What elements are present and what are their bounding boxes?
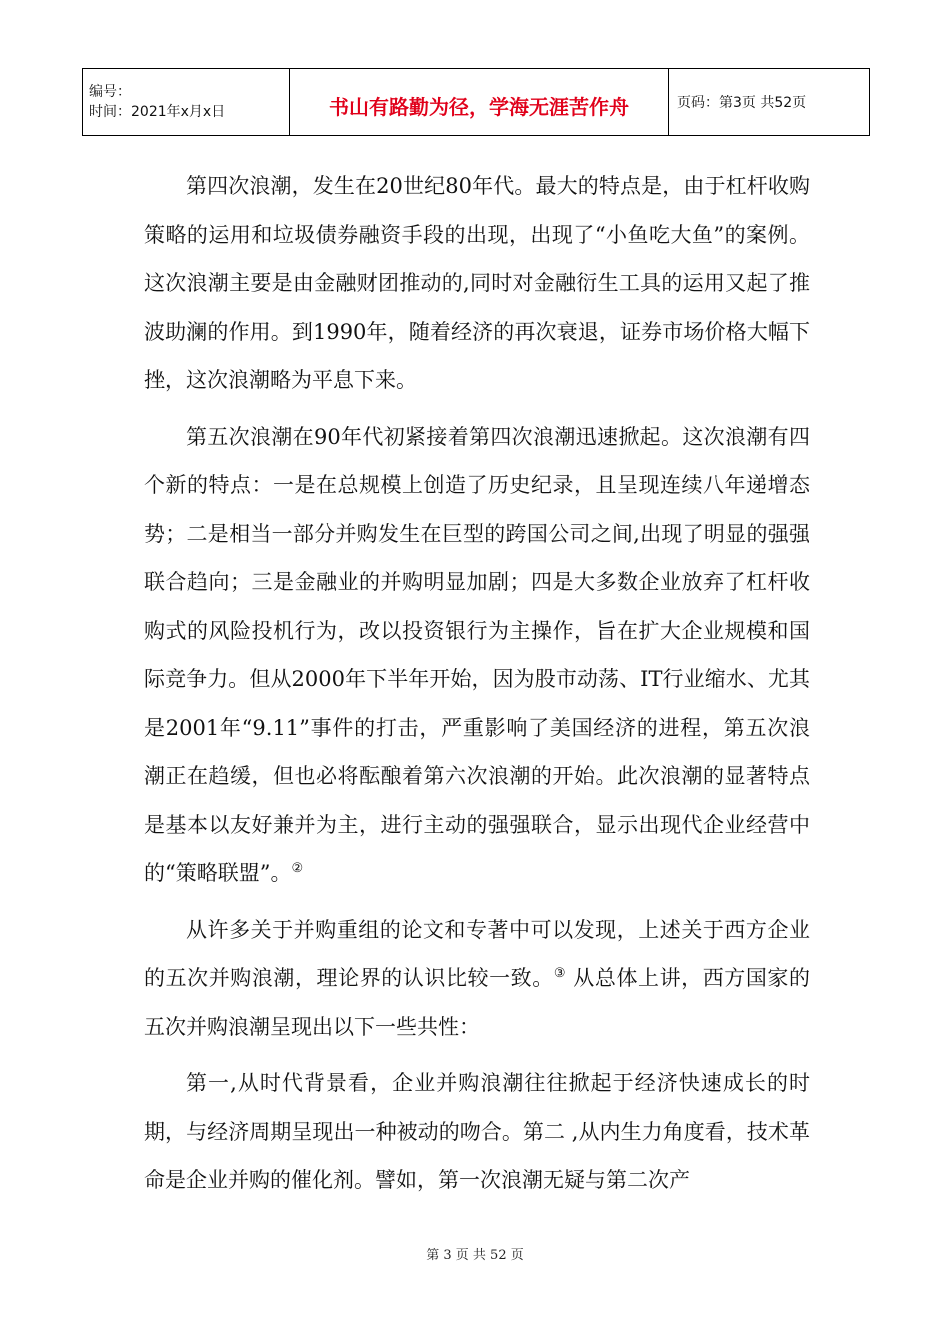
document-number-label: 编号： <box>89 84 131 100</box>
paragraph-text: 从总体上讲，西方国家的五次并购浪潮呈现出以下一些共性： <box>144 966 811 1039</box>
document-time-label: 时间：2021年x月x日 <box>89 104 226 120</box>
page-header <box>82 68 870 136</box>
paragraph-fifth-wave <box>144 413 810 898</box>
footnote-marker[interactable]: ③ <box>553 966 567 981</box>
paragraph-text: 第四次浪潮，发生在20世纪80年代。最大的特点是，由于杠杆收购策略的运用和垃圾债券融资手段的出现，出现了“小鱼吃大鱼”的案例。这次浪潮主要是由金融财团推动的,同时对金融衍生工具的运用又起了推波助澜的作用。到1990年，随着经济的再次衰退，证券市场价格大幅下挫，这次浪潮略为平息下来。 <box>144 174 810 392</box>
paragraph-fourth-wave <box>144 162 810 405</box>
paragraph-text: 第一,从时代背景看，企业并购浪潮往往掀起于经济快速成长的时期，与经济周期呈现出一种被动的吻合。第二 ,从内生力角度看，技术革命是企业并购的催化剂。譬如，第一次浪潮无疑与第二次产 <box>144 1071 810 1192</box>
document-body <box>144 162 810 1213</box>
paragraph-text: 第五次浪潮在90年代初紧接着第四次浪潮迅速掀起。这次浪潮有四个新的特点：一是在总规模上创造了历史纪录，且呈现连续八年递增态势；二是相当一部分并购发生在巨型的跨国公司之间,出现了明显的强强联合趋向；三是金融业的并购明显加剧；四是大多数企业放弃了杠杆收购式的风险投机行为，改以投资银行为主操作，旨在扩大企业规模和国际竞争力。但从2000年下半年开始，因为股市动荡、IT行业缩水、尤其是2001年“9.11”事件的打击，严重影响了美国经济的进程，第五次浪潮正在趋缓，但也必将酝酿着第六次浪潮的开始。此次浪潮的显著特点是基本以友好兼并为主，进行主动的强强联合，显示出现代企业经营中的“策略联盟”。 <box>144 424 810 885</box>
paragraph-commonalities <box>144 1059 810 1205</box>
header-page-number: 页码：第3页 共52页 <box>669 69 870 136</box>
header-motto: 书山有路勤为径，学海无涯苦作舟 <box>290 69 669 136</box>
paragraph-text: 从许多关于并购重组的论文和专著中可以发现，上述关于西方企业的五次并购浪潮，理论界的认识比较一致。 <box>144 917 810 990</box>
page-footer: 第 3 页 共 52 页 <box>426 1248 524 1263</box>
footnote-marker[interactable]: ② <box>291 861 304 876</box>
paragraph-theory-consensus <box>144 906 810 1052</box>
header-meta-cell <box>83 69 290 136</box>
